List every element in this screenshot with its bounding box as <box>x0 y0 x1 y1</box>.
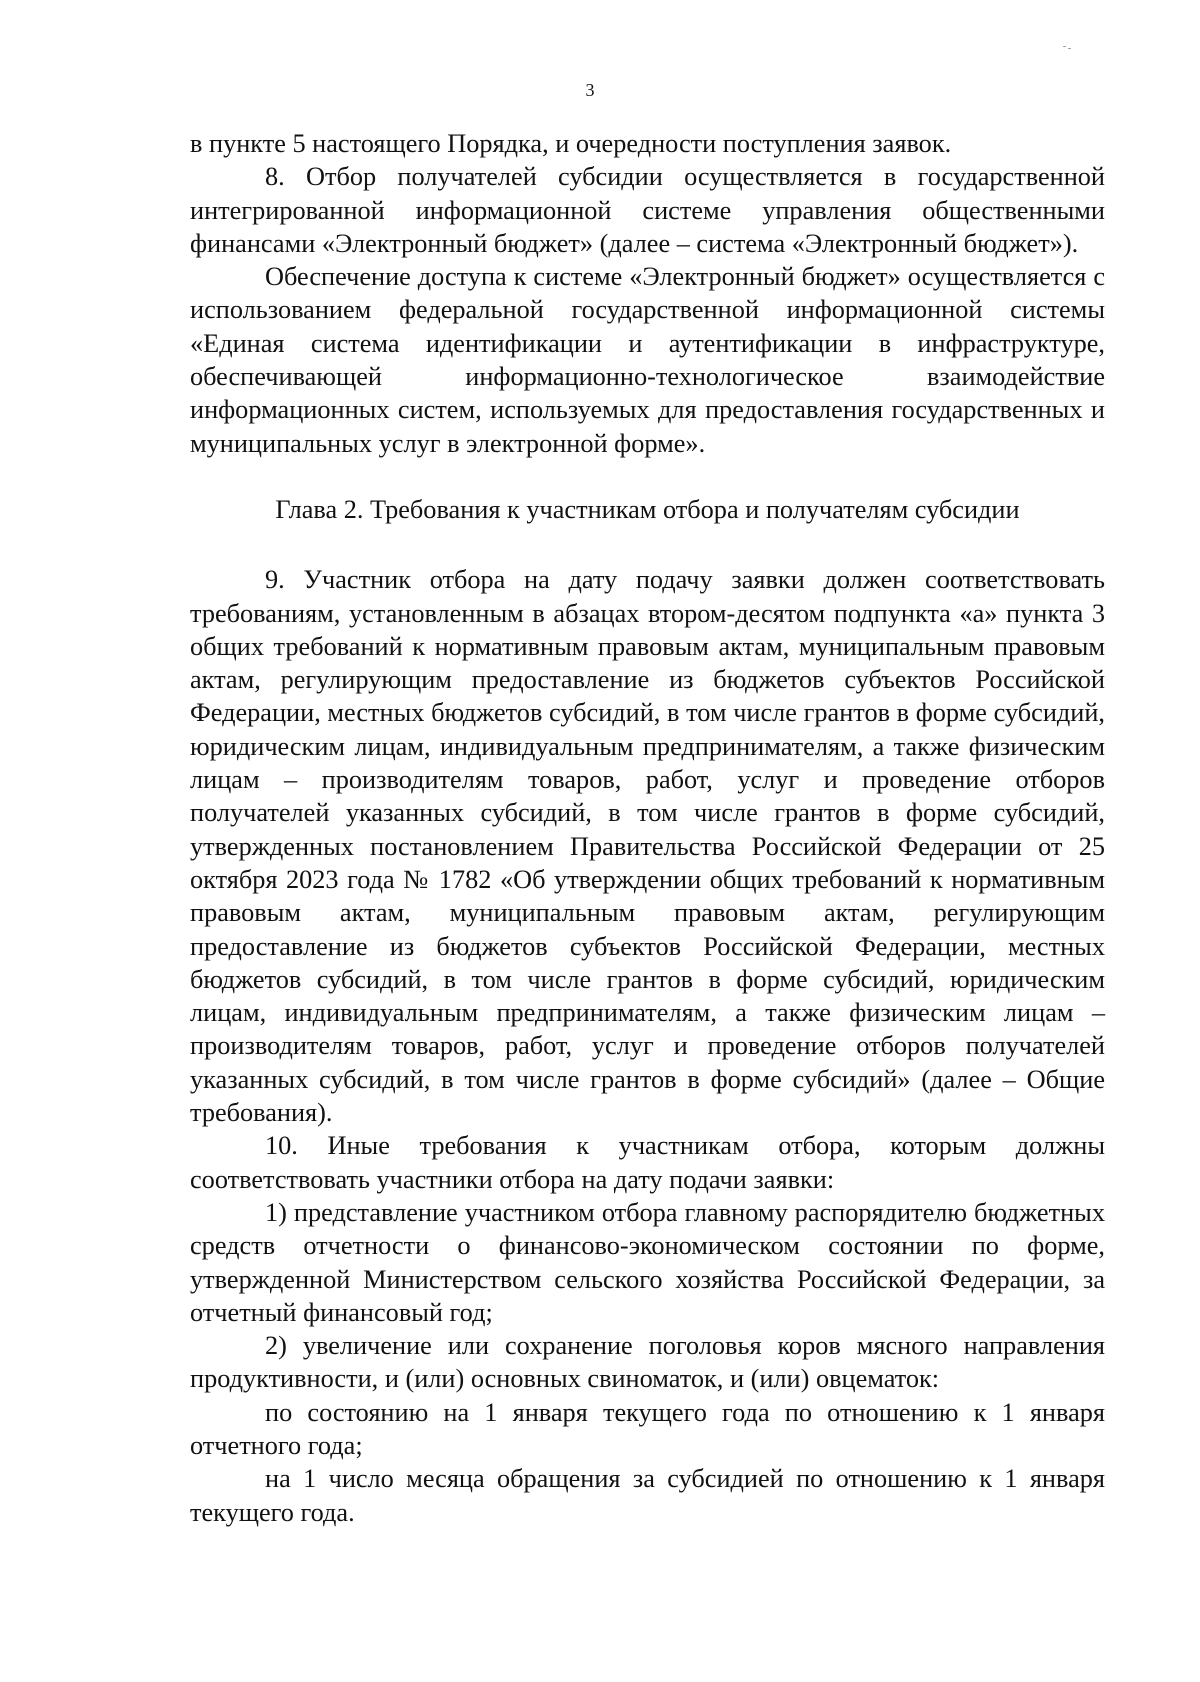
paragraph-10: 10. Иные требования к участникам отбора, которым должны соответствовать участники отбора на дату подачи заявки: <box>190 1131 1105 1194</box>
paragraph-state-month: на 1 число месяца обращения за субсидией по отношению к 1 января текущего года. <box>190 1464 1105 1527</box>
list-item-1: 1) представление участником отбора главному распорядителю бюджетных средств отчетности о финансово-экономическом состоянии по форме, утвержденной Министерством сельского хозяйства Российской Федерации, за отчетный финансовый год; <box>190 1197 1105 1327</box>
page-number: 3 <box>585 80 595 100</box>
paragraph-access: Обеспечение доступа к системе «Электронный бюджет» осуществляется с использованием федеральной государственной информационной системы «Единая система идентификации и аутентификации в инфраструктуре, обеспечивающей информационно-технологическое взаимодействие информационных систем, используемых для предоставления государственных и муниципальных услуг в электронной форме». <box>190 262 1105 458</box>
chapter-heading: Глава 2. Требования к участникам отбора и получателям субсидии <box>275 494 1020 524</box>
paragraph-8: 8. Отбор получателей субсидии осуществляется в государственной интегрированной информационной системе управления общественными финансами «Электронный бюджет» (далее – система «Электронный бюджет»). <box>190 162 1105 258</box>
paragraph-9: 9. Участник отбора на дату подачу заявки должен соответствовать требованиям, установленным в абзацах втором-десятом подпункта «а» пункта 3 общих требований к нормативным правовым актам, муниципальным правовым актам, регулирующим предоставление из бюджетов субъектов Российской Федерации, местных бюджетов субсидий, в том числе грантов в форме субсидий, юридическим лицам, индивидуальным предпринимателям, а также физическим лицам – производителям товаров, работ, услуг и проведение отборов получателей указанных субсидий, в том числе грантов в форме субсидий, утвержденных постановлением Правительства Российской Федерации от 25 октября 2023 года № 1782 «Об утверждении общих требований к нормативным правовым актам, муниципальным правовым актам, регулирующим предоставление из бюджетов субъектов Российской Федерации, местных бюджетов субсидий, в том числе грантов в форме субсидий, юридическим лицам, индивидуальным предпринимателям, а также физическим лицам – производителям товаров, работ, услуг и проведение отборов получателей указанных субсидий, в том числе грантов в форме субсидий» (далее – Общие требования). <box>190 565 1105 1128</box>
scan-speck <box>1063 46 1066 47</box>
paragraph-continuation: в пункте 5 настоящего Порядка, и очередности поступления заявок. <box>190 129 952 158</box>
document-body <box>190 127 1105 1529</box>
list-item-2: 2) увеличение или сохранение поголовья коров мясного направления продуктивности, и (или) основных свиноматок, и (или) овцематок: <box>190 1331 1105 1394</box>
paragraph-state-jan: по состоянию на 1 января текущего года по отношению к 1 января отчетного года; <box>190 1397 1105 1460</box>
scan-speck <box>1068 48 1071 49</box>
